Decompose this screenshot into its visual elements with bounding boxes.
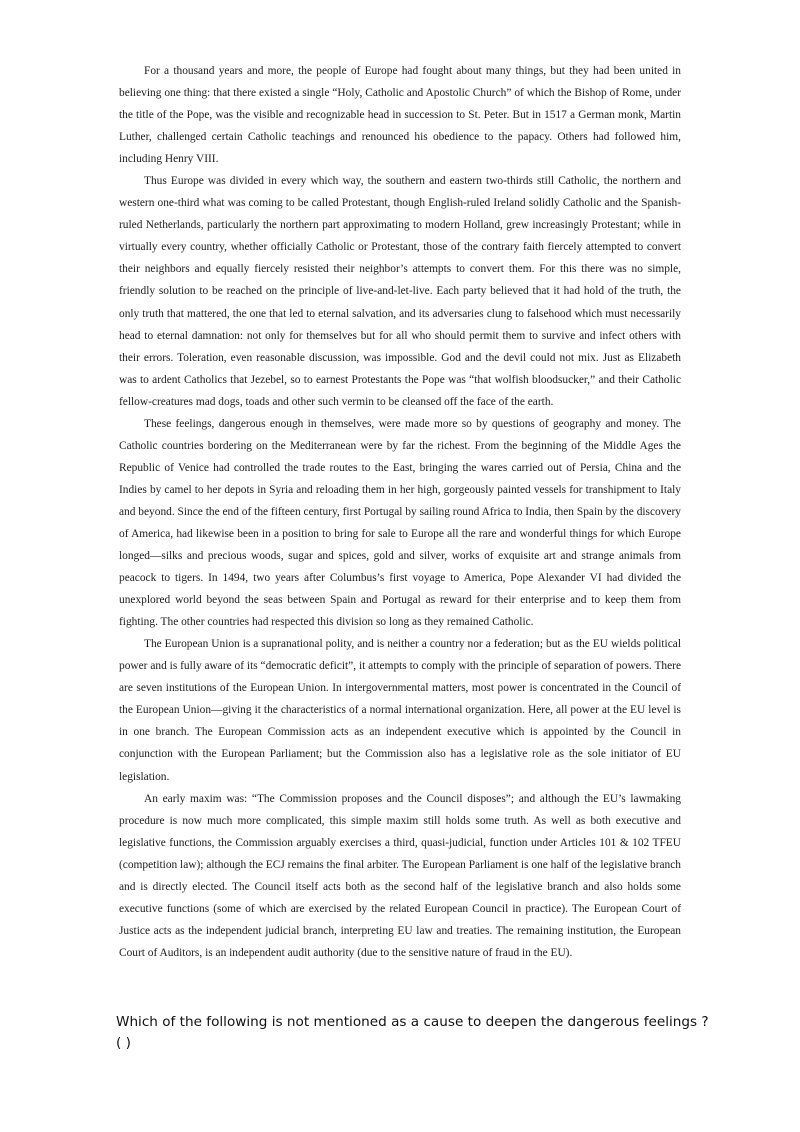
paragraph-5: An early maxim was: “The Commission proposes and the Council disposes”; and although the EU’s lawmaking procedure is now much more complicated, this simple maxim still holds some truth. As well as both executive and legislative functions, the Commission arguably exercises a third, quasi-judicial, function under Articles 101 & 102 TFEU (competition law); although the ECJ remains the final arbiter. The European Parliament is one half of the legislative branch and is directly elected. The Council itself acts both as the second half of the legislative branch and also holds some executive functions (some of which are exercised by the related European Council in practice). The European Court of Justice acts as the independent judicial branch, interpreting EU law and treaties. The remaining institution, the European Court of Auditors, is an independent audit authority (due to the sensitive nature of fraud in the EU).: [119, 792, 681, 959]
paragraph-2: Thus Europe was divided in every which way, the southern and eastern two-thirds still Catholic, the northern and western one-third what was coming to be called Protestant, though English-ruled Ireland solidly Catholic and the Spanish-ruled Netherlands, particularly the northern part approximating to modern Holland, grew increasingly Protestant; while in virtually every country, whether officially Catholic or Protestant, those of the contrary faith fiercely attempted to convert their neighbors and equally fiercely resisted their neighbor’s attempts to convert them. For this there was no simple, friendly solution to be reached on the principle of live-and-let-live. Each party believed that it had hold of the truth, the only truth that mattered, the one that led to eternal salvation, and its adversaries clung to falsehood which must necessarily head to eternal damnation: not only for themselves but for all who should permit them to survive and infect others with their errors. Toleration, even reasonable discussion, was impossible. God and the devil could not mix. Just as Elizabeth was to ardent Catholics that Jezebel, so to earnest Protestants the Pope was “that wolfish bloodsucker,” and their Catholic fellow-creatures mad dogs, toads and other such vermin to be cleansed off the face of the earth.: [119, 175, 681, 408]
paragraph-4: The European Union is a supranational polity, and is neither a country nor a federation; but as the EU wields political power and is fully aware of its “democratic deficit”, it attempts to comply with the principle of separation of powers. There are seven institutions of the European Union. In intergovernmental matters, most power is concentrated in the Council of the European Union—giving it the characteristics of a normal international organization. Here, all power at the EU level is in one branch. The European Commission acts as an independent executive which is appointed by the Council in conjunction with the European Parliament; but the Commission also has a legislative role as the sole initiator of EU legislation.: [119, 638, 681, 783]
reading-passage: [119, 60, 681, 964]
question-block: [116, 1012, 716, 1054]
answer-blank: ( ): [116, 1035, 131, 1051]
question-text: Which of the following is not mentioned as a cause to deepen the dangerous feelings ?: [116, 1014, 709, 1030]
paragraph-1: For a thousand years and more, the people of Europe had fought about many things, but they had been united in believing one thing: that there existed a single “Holy, Catholic and Apostolic Church” of which the Bishop of Rome, under the title of the Pope, was the visible and recognizable head in succession to St. Peter. But in 1517 a German monk, Martin Luther, challenged certain Catholic teachings and renounced his obedience to the papacy. Others had followed him, including Henry VIII.: [119, 65, 681, 166]
paragraph-3: These feelings, dangerous enough in themselves, were made more so by questions of geography and money. The Catholic countries bordering on the Mediterranean were by far the richest. From the beginning of the Middle Ages the Republic of Venice had controlled the trade routes to the East, bringing the wares carried out of Persia, China and the Indies by camel to her depots in Syria and reloading them in her high, gorgeously painted vessels for transhipment to Italy and beyond. Since the end of the fifteen century, first Portugal by sailing round Africa to India, then Spain by the discovery of America, had likewise been in a position to bring for sale to Europe all the rare and wonderful things for which Europe longed—silks and precious woods, sugar and spices, gold and silver, works of exquisite art and strange animals from peacock to tigers. In 1494, two years after Columbus’s first voyage to America, Pope Alexander VI had divided the unexplored world beyond the seas between Spain and Portugal as reward for their enterprise and to keep them from fighting. The other countries had respected this division so long as they remained Catholic.: [119, 417, 681, 629]
